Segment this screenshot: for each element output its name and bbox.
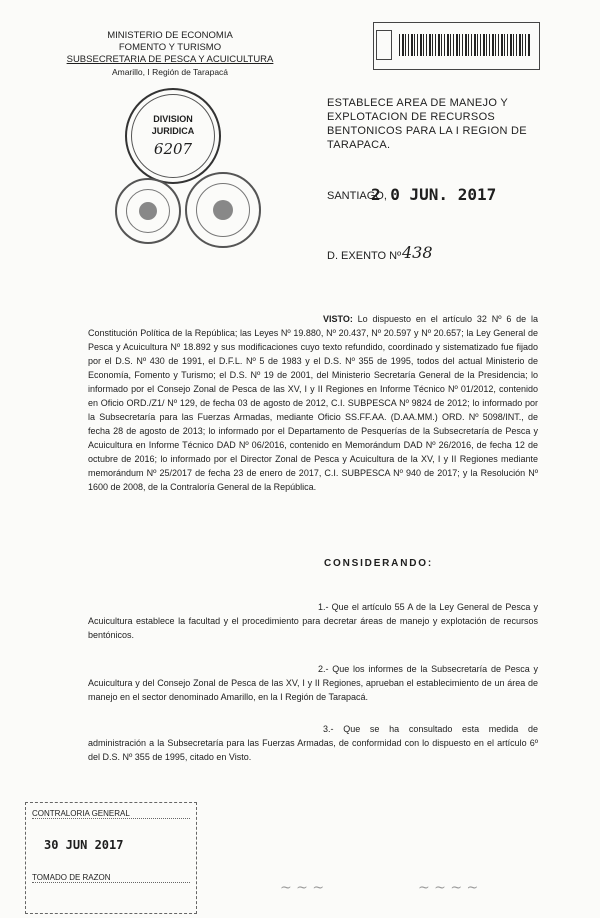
- contraloria-received-stamp: [25, 802, 197, 914]
- stamp-juridica-label: JURIDICA: [151, 126, 195, 136]
- registry-barcode-box: [373, 22, 540, 70]
- handwritten-signature-right: ~ ~ ~ ~: [418, 880, 479, 896]
- letterhead-reference: Amarillo, I Región de Tarapacá: [111, 67, 229, 77]
- considerando-item-1: 1.- Que el artículo 55 A de la Ley General de Pesca y Acuicultura establece la facultad y el procedimiento para decretar áreas de manejo y explotación de recursos bentónicos.: [88, 602, 538, 640]
- dateline-city: SANTIAGO,: [327, 190, 387, 202]
- received-stamp-line1: CONTRALORIA GENERAL: [32, 809, 190, 819]
- dateline-stamped-date: 2 0 JUN. 2017: [371, 185, 497, 204]
- received-stamp-line3: TOMADO DE RAZON: [32, 873, 190, 883]
- visto-text: Lo dispuesto en el artículo 32 Nº 6 de la Constitución Política de la República; las Leyes Nº 19.880, Nº 20.437, Nº 20.597 y Nº 20.657; la Ley General de Pesca y Acuicultura Nº 18.892 y sus modificaciones cuyo texto refundido, coordinado y sistematizado fue fijado por el D.S. Nº 430 de 1991, el D.F.L. Nº 5 de 1983 y el D.S. Nº 355 de 1995, todos del actual Ministerio de Economía, Fomento y Turismo; el D.S. Nº 19 de 2001, del Ministerio Secretaría General de la Presidencia; lo informado por el Consejo Zonal de Pesca de las XV, I y II Regiones en Informe Técnico Nº 01/2012, contenido en Oficio ORD./Z1/ Nº 129, de fecha 03 de agosto de 2012, C.I. SUBPESCA Nº 9824 de 2012; lo informado por la Subsecretaría para las Fuerzas Armadas, mediante Oficio SS.FF.AA. (D.AA.MM.) ORD. Nº 5098/INT., de fecha 28 de agosto de 2013; lo informado por el Departamento de Pesquerías de la Subsecretaría de Pesca y Acuicultura en Informe Técnico DAD Nº 06/2016, contenido en Memorándum DAD Nº 26/2016, de fecha 12 de octubre de 2016; lo informado por el Director Zonal de Pesca y Acuicultura de la XV, I y II Regiones mediante memorándum Nº 25/2017 de fecha 23 de enero de 2017, C.I. SUBPESCA Nº 940 de 2017; y la Resolución Nº 1600 de 2008, de la Contraloría General de la República.: [88, 314, 538, 492]
- decree-title: ESTABLECE AREA DE MANEJO Y EXPLOTACION DE RECURSOS BENTONICOS PARA LA I REGION DE TARAPACA.: [327, 97, 527, 151]
- seal-emblem: [213, 200, 233, 220]
- official-seal-right: [185, 172, 261, 248]
- letterhead-ministry: MINISTERIO DE ECONOMIA: [107, 30, 233, 41]
- decree-number-label: D. EXENTO Nº: [327, 250, 402, 262]
- division-juridica-stamp: [125, 88, 221, 184]
- letterhead-subsecretaria: SUBSECRETARIA DE PESCA Y ACUICULTURA: [66, 54, 274, 65]
- stamp-division-label: DIVISION: [153, 114, 193, 124]
- visto-paragraph: [88, 312, 538, 494]
- considerando-item-2: 2.- Que los informes de la Subsecretaría de Pesca y Acuicultura y del Consejo Zonal de Pesca de las XV, I y II Regiones, aprueban el establecimiento de un área de manejo en el sector denominado Amarillo, en la I Región de Tarapacá.: [88, 664, 538, 702]
- stamp-ring: [131, 94, 215, 178]
- visto-label: VISTO:: [323, 314, 353, 324]
- seal-emblem: [139, 202, 157, 220]
- decree-number: 438: [402, 243, 433, 262]
- barcode-icon: [399, 34, 531, 56]
- stamp-handwritten-number: 6207: [153, 140, 193, 158]
- considerando-item-3: 3.- Que se ha consultado esta medida de administración a la Subsecretaría para las Fuerzas Armadas, de conformidad con lo dispuesto en el artículo 6º del D.S. Nº 355 de 1995, citado en Visto.: [88, 724, 538, 762]
- handwritten-signature-left: ~ ~ ~: [280, 880, 325, 896]
- letterhead: [60, 30, 280, 78]
- considerando-heading: CONSIDERANDO:: [324, 558, 433, 569]
- official-seal-left: [115, 178, 181, 244]
- letterhead-ministry-sub: FOMENTO Y TURISMO: [118, 42, 222, 53]
- received-stamp-date: 30 JUN 2017: [44, 838, 124, 852]
- chile-crest-icon: [376, 30, 392, 60]
